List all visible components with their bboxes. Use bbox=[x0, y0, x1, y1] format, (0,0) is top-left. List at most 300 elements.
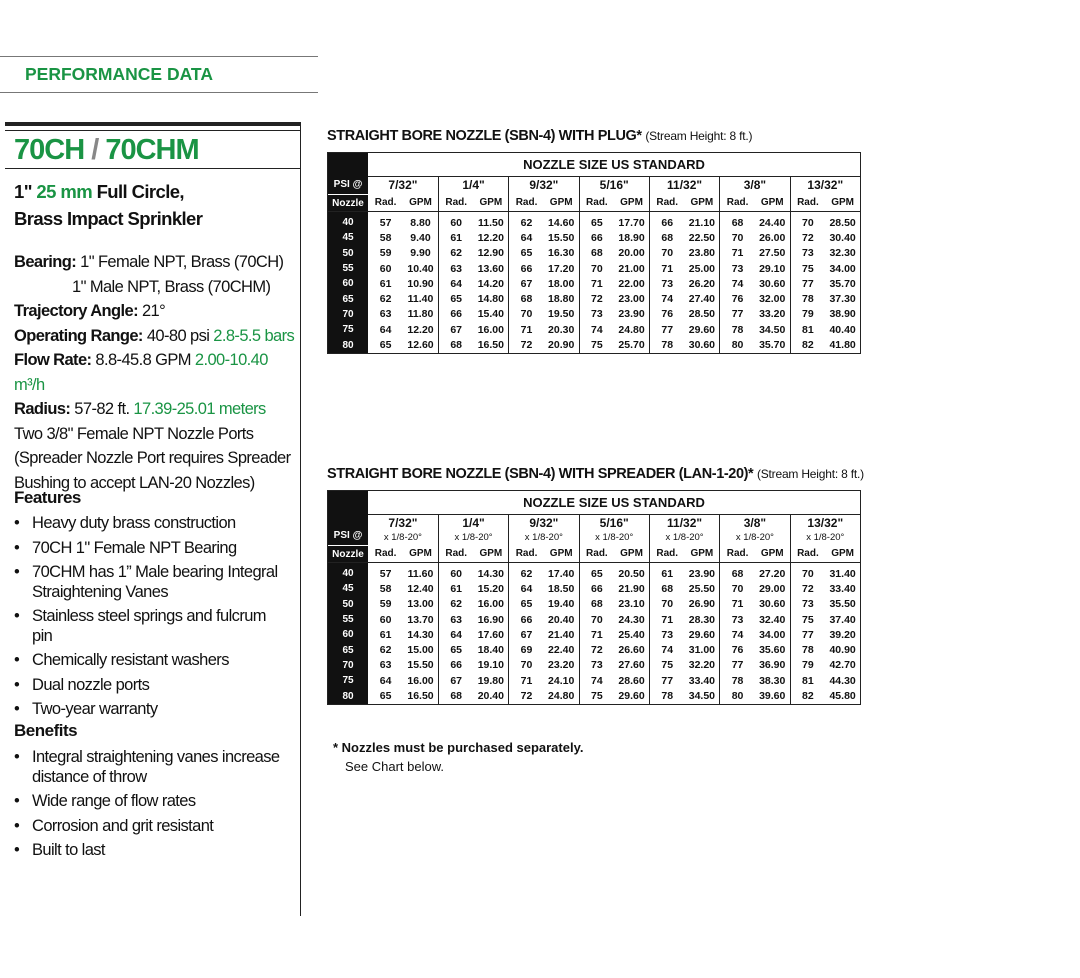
gpm-cell: 21.10 bbox=[688, 216, 716, 229]
nozzle-size-cell: 13/32" bbox=[790, 177, 860, 194]
radius-cell: 73 bbox=[579, 658, 614, 673]
spec-bearing: Bearing: 1" Female NPT, Brass (70CH) bbox=[14, 253, 284, 271]
table-row bbox=[328, 291, 861, 306]
gpm-cell: 25.00 bbox=[688, 262, 716, 275]
gpm-cell: 40.90 bbox=[829, 644, 856, 657]
gpm-cell: 36.90 bbox=[759, 659, 786, 672]
table-row bbox=[328, 261, 861, 276]
gpm-cell: 26.90 bbox=[688, 598, 716, 611]
radius-cell: 78 bbox=[720, 322, 755, 337]
gpm-cell: 37.30 bbox=[829, 293, 856, 306]
radius-cell: 73 bbox=[579, 307, 614, 322]
radius-cell: 63 bbox=[379, 308, 392, 321]
gpm-cell: 24.40 bbox=[759, 216, 786, 229]
gpm-cell: 16.50 bbox=[477, 339, 504, 352]
radius-cell: 62 bbox=[509, 563, 544, 582]
radius-cell: 80 bbox=[720, 688, 755, 704]
gpm-cell: 12.20 bbox=[477, 231, 504, 244]
radius-cell: 64 bbox=[379, 323, 392, 336]
radius-cell: 73 bbox=[790, 597, 825, 612]
footnote bbox=[333, 738, 583, 776]
gpm-cell: 28.60 bbox=[618, 674, 645, 687]
table-row bbox=[328, 230, 861, 245]
gpm-cell: 24.10 bbox=[548, 674, 575, 687]
gpm-cell: 18.40 bbox=[477, 644, 504, 657]
gpm-label: GPM bbox=[544, 544, 579, 563]
gpm-label: GPM bbox=[403, 193, 438, 212]
radius-cell: 60 bbox=[438, 563, 473, 582]
gpm-cell: 26.60 bbox=[618, 644, 645, 657]
list-item: • Dual nozzle ports bbox=[14, 676, 284, 696]
gpm-cell: 28.30 bbox=[688, 613, 716, 626]
radius-cell: 81 bbox=[790, 322, 825, 337]
gpm-cell: 12.60 bbox=[407, 339, 434, 352]
size-note-cell: x 1/8-20° bbox=[649, 531, 719, 544]
radius-cell: 64 bbox=[438, 276, 473, 291]
radius-cell: 77 bbox=[720, 307, 755, 322]
gpm-cell: 19.10 bbox=[477, 659, 504, 672]
gpm-cell: 28.50 bbox=[829, 216, 856, 229]
gpm-cell: 15.50 bbox=[548, 231, 575, 244]
radius-cell: 75 bbox=[649, 658, 684, 673]
spec-bearing-2: 1" Male NPT, Brass (70CHM) bbox=[72, 277, 271, 296]
spec-operating: Operating Range: 40-80 psi 2.8-5.5 bars bbox=[14, 326, 295, 345]
radius-cell: 57 bbox=[379, 567, 392, 580]
radius-cell: 74 bbox=[649, 642, 684, 657]
radius-cell: 74 bbox=[579, 322, 614, 337]
features-heading: Features bbox=[14, 488, 81, 507]
gpm-label: GPM bbox=[474, 544, 509, 563]
gpm-cell: 17.60 bbox=[477, 628, 504, 641]
radius-cell: 66 bbox=[579, 581, 614, 596]
nozzle-size-header: NOZZLE SIZE US STANDARD bbox=[368, 153, 861, 177]
gpm-cell: 17.70 bbox=[618, 216, 645, 229]
radius-cell: 78 bbox=[649, 688, 684, 704]
radius-cell: 68 bbox=[438, 688, 473, 704]
radius-cell: 79 bbox=[790, 307, 825, 322]
gpm-cell: 35.60 bbox=[759, 644, 786, 657]
gpm-cell: 17.40 bbox=[548, 567, 575, 580]
radius-cell: 66 bbox=[509, 261, 544, 276]
gpm-cell: 19.40 bbox=[548, 598, 575, 611]
radius-cell: 63 bbox=[438, 612, 473, 627]
rad-label: Rad. bbox=[579, 193, 614, 212]
nozzle-label: Nozzle bbox=[332, 549, 364, 560]
radius-cell: 73 bbox=[790, 246, 825, 261]
radius-cell: 60 bbox=[438, 212, 473, 231]
spec-trajectory: Trajectory Angle: 21° bbox=[14, 302, 166, 320]
nozzle-size-cell: 5/16" bbox=[579, 515, 649, 532]
gpm-cell: 12.20 bbox=[407, 323, 434, 336]
gpm-label: GPM bbox=[474, 193, 509, 212]
spec-flow: Flow Rate: 8.8-45.8 GPM 2.00-10.40 m³/h bbox=[14, 351, 268, 394]
radius-cell: 70 bbox=[790, 212, 825, 231]
psi-cell: 75 bbox=[328, 322, 369, 337]
radius-cell: 59 bbox=[379, 247, 392, 260]
radius-cell: 62 bbox=[379, 293, 392, 306]
radius-cell: 68 bbox=[579, 246, 614, 261]
size-note-cell: x 1/8-20° bbox=[720, 531, 790, 544]
gpm-cell: 23.10 bbox=[618, 598, 645, 611]
gpm-cell: 28.50 bbox=[688, 308, 716, 321]
list-item: • 70CHM has 1” Male bearing Integral Straightening Vanes bbox=[14, 563, 284, 602]
gpm-cell: 32.40 bbox=[759, 613, 786, 626]
gpm-label: GPM bbox=[825, 544, 860, 563]
size-mm: 25 mm bbox=[36, 181, 93, 202]
radius-cell: 71 bbox=[720, 597, 755, 612]
size-note-cell: x 1/8-20° bbox=[579, 531, 649, 544]
radius-cell: 71 bbox=[509, 673, 544, 688]
model-rule bbox=[5, 168, 300, 169]
psi-cell: 80 bbox=[328, 337, 369, 353]
rad-label: Rad. bbox=[509, 544, 544, 563]
radius-cell: 70 bbox=[509, 658, 544, 673]
radius-cell: 80 bbox=[720, 337, 755, 353]
radius-cell: 77 bbox=[790, 627, 825, 642]
panel-rule-thick bbox=[5, 122, 300, 126]
nozzle-size-cell: 5/16" bbox=[579, 177, 649, 194]
gpm-cell: 18.80 bbox=[548, 293, 575, 306]
radius-cell: 71 bbox=[649, 261, 684, 276]
product-model bbox=[14, 134, 199, 167]
gpm-cell: 32.30 bbox=[829, 247, 856, 260]
radius-cell: 72 bbox=[579, 291, 614, 306]
radius-cell: 70 bbox=[649, 246, 684, 261]
model-slash: / bbox=[91, 134, 99, 166]
radius-cell: 72 bbox=[579, 642, 614, 657]
nozzle-size-header: NOZZLE SIZE US STANDARD bbox=[368, 491, 861, 515]
radius-cell: 65 bbox=[579, 212, 614, 231]
gpm-cell: 38.90 bbox=[829, 308, 856, 321]
gpm-cell: 24.30 bbox=[618, 613, 645, 626]
nozzle-size-cell: 9/32" bbox=[509, 177, 579, 194]
gpm-label: GPM bbox=[825, 193, 860, 212]
gpm-cell: 14.80 bbox=[477, 293, 504, 306]
gpm-cell: 20.40 bbox=[477, 690, 504, 703]
rad-label: Rad. bbox=[649, 544, 684, 563]
gpm-cell: 19.80 bbox=[477, 674, 504, 687]
size-note-row bbox=[328, 531, 861, 544]
radius-cell: 77 bbox=[790, 276, 825, 291]
gpm-cell: 14.30 bbox=[477, 567, 504, 580]
gpm-cell: 39.60 bbox=[759, 690, 786, 703]
radius-cell: 78 bbox=[790, 642, 825, 657]
spec-radius: Radius: 57-82 ft. 17.39-25.01 meters bbox=[14, 400, 266, 418]
radius-cell: 65 bbox=[509, 246, 544, 261]
gpm-cell: 22.00 bbox=[618, 277, 645, 290]
radius-cell: 68 bbox=[649, 230, 684, 245]
gpm-cell: 29.60 bbox=[618, 690, 645, 703]
psi-cell: 65 bbox=[328, 291, 369, 306]
table-row bbox=[328, 212, 861, 231]
gpm-cell: 39.20 bbox=[829, 628, 856, 641]
nozzle-size-cell: 1/4" bbox=[438, 515, 508, 532]
rad-label: Rad. bbox=[579, 544, 614, 563]
gpm-cell: 20.40 bbox=[548, 613, 575, 626]
gpm-cell: 34.50 bbox=[688, 690, 716, 703]
gpm-cell: 32.00 bbox=[759, 293, 786, 306]
radius-cell: 61 bbox=[379, 628, 392, 641]
panel-rule-thin bbox=[5, 130, 300, 131]
gpm-cell: 26.20 bbox=[688, 277, 716, 290]
psi-header-cell bbox=[328, 153, 369, 212]
gpm-cell: 22.40 bbox=[548, 644, 575, 657]
radius-cell: 59 bbox=[379, 598, 392, 611]
psi-cell: 45 bbox=[328, 230, 369, 245]
radius-cell: 71 bbox=[509, 322, 544, 337]
gpm-cell: 16.30 bbox=[548, 247, 575, 260]
size-note-cell: x 1/8-20° bbox=[438, 531, 508, 544]
radius-cell: 65 bbox=[379, 690, 392, 703]
radius-cell: 66 bbox=[579, 230, 614, 245]
nozzle-label: Nozzle bbox=[332, 198, 364, 209]
gpm-cell: 11.40 bbox=[407, 293, 434, 306]
radius-cell: 68 bbox=[649, 581, 684, 596]
radius-cell: 68 bbox=[720, 563, 755, 582]
gpm-label: GPM bbox=[544, 193, 579, 212]
product-panel bbox=[5, 122, 301, 916]
table-row bbox=[328, 597, 861, 612]
rad-label: Rad. bbox=[720, 193, 755, 212]
gpm-cell: 26.00 bbox=[759, 231, 786, 244]
rad-label: Rad. bbox=[438, 544, 473, 563]
header-rule-top bbox=[0, 56, 318, 57]
gpm-cell: 21.40 bbox=[548, 628, 575, 641]
psi-cell: 55 bbox=[328, 261, 369, 276]
gpm-cell: 13.00 bbox=[407, 598, 434, 611]
size-note-cell: x 1/8-20° bbox=[790, 531, 860, 544]
radius-cell: 78 bbox=[720, 673, 755, 688]
table-row bbox=[328, 337, 861, 353]
size-note-cell: x 1/8-20° bbox=[383, 532, 422, 543]
table-row bbox=[328, 673, 861, 688]
psi-label: PSI @ bbox=[328, 530, 368, 546]
radius-cell: 64 bbox=[509, 581, 544, 596]
gpm-cell: 15.40 bbox=[477, 308, 504, 321]
rad-label: Rad. bbox=[509, 193, 544, 212]
gpm-cell: 25.50 bbox=[688, 582, 716, 595]
radius-cell: 65 bbox=[509, 597, 544, 612]
psi-header-cell bbox=[328, 491, 369, 563]
gpm-cell: 23.90 bbox=[688, 567, 716, 580]
gpm-cell: 45.80 bbox=[829, 690, 856, 703]
radius-cell: 58 bbox=[379, 582, 392, 595]
gpm-cell: 21.90 bbox=[618, 582, 645, 595]
gpm-cell: 33.20 bbox=[759, 308, 786, 321]
radius-cell: 57 bbox=[379, 216, 392, 229]
radius-cell: 70 bbox=[579, 261, 614, 276]
radius-cell: 70 bbox=[720, 581, 755, 596]
gpm-cell: 16.00 bbox=[477, 598, 504, 611]
gpm-cell: 29.60 bbox=[688, 628, 716, 641]
rad-label: Rad. bbox=[790, 544, 825, 563]
nozzle-size-cell: 13/32" bbox=[790, 515, 860, 532]
gpm-cell: 24.80 bbox=[618, 323, 645, 336]
gpm-cell: 32.20 bbox=[688, 659, 716, 672]
rad-label: Rad. bbox=[438, 193, 473, 212]
radius-cell: 73 bbox=[720, 612, 755, 627]
radius-cell: 72 bbox=[790, 230, 825, 245]
radius-cell: 71 bbox=[649, 612, 684, 627]
gpm-cell: 18.90 bbox=[618, 231, 645, 244]
gpm-cell: 10.90 bbox=[407, 277, 434, 290]
gpm-cell: 38.30 bbox=[759, 674, 786, 687]
table-row bbox=[328, 276, 861, 291]
gpm-label: GPM bbox=[685, 544, 720, 563]
nozzle-size-cell: 7/32" bbox=[388, 178, 418, 192]
gpm-cell: 14.30 bbox=[407, 628, 434, 641]
spec-list bbox=[14, 250, 300, 495]
gpm-cell: 20.90 bbox=[548, 339, 575, 352]
radius-cell: 75 bbox=[579, 688, 614, 704]
table-row bbox=[328, 246, 861, 261]
nozzle-size-cell: 1/4" bbox=[438, 177, 508, 194]
benefits-list bbox=[14, 748, 284, 866]
rad-label: Rad. bbox=[649, 193, 684, 212]
table-row bbox=[328, 612, 861, 627]
performance-table-spreader bbox=[327, 490, 861, 705]
radius-cell: 62 bbox=[509, 212, 544, 231]
psi-cell: 50 bbox=[328, 597, 369, 612]
radius-cell: 76 bbox=[649, 307, 684, 322]
radius-cell: 78 bbox=[790, 291, 825, 306]
radius-cell: 65 bbox=[438, 642, 473, 657]
list-item: • Stainless steel springs and fulcrum pin bbox=[14, 607, 284, 646]
radius-cell: 75 bbox=[790, 612, 825, 627]
subtitle-line2: Brass Impact Sprinkler bbox=[14, 208, 203, 229]
gpm-cell: 14.20 bbox=[477, 277, 504, 290]
gpm-cell: 27.60 bbox=[618, 659, 645, 672]
list-item: • Chemically resistant washers bbox=[14, 651, 284, 671]
nozzle-size-cell: 11/32" bbox=[649, 515, 719, 532]
psi-cell: 70 bbox=[328, 307, 369, 322]
model-b: 70CHM bbox=[105, 134, 199, 166]
spec-ports-1: Two 3/8" Female NPT Nozzle Ports bbox=[14, 424, 254, 443]
radius-cell: 58 bbox=[379, 231, 392, 244]
radius-cell: 74 bbox=[649, 291, 684, 306]
gpm-label: GPM bbox=[614, 544, 649, 563]
radius-cell: 65 bbox=[438, 291, 473, 306]
radius-cell: 74 bbox=[720, 627, 755, 642]
gpm-label: GPM bbox=[755, 544, 790, 563]
radius-cell: 68 bbox=[720, 212, 755, 231]
gpm-cell: 16.00 bbox=[407, 674, 434, 687]
gpm-cell: 42.70 bbox=[829, 659, 856, 672]
footnote-line1: * Nozzles must be purchased separately. bbox=[333, 740, 584, 755]
gpm-label: GPM bbox=[614, 193, 649, 212]
gpm-cell: 35.50 bbox=[829, 598, 856, 611]
radius-cell: 79 bbox=[790, 658, 825, 673]
table-row bbox=[328, 688, 861, 704]
rad-label: Rad. bbox=[368, 544, 403, 563]
nozzle-size-cell: 3/8" bbox=[720, 515, 790, 532]
size-row bbox=[328, 515, 861, 532]
radius-cell: 74 bbox=[720, 276, 755, 291]
header-rule-bottom bbox=[0, 92, 318, 93]
radius-cell: 65 bbox=[379, 339, 392, 352]
psi-label: PSI @ bbox=[328, 179, 368, 195]
column-label-row bbox=[328, 544, 861, 563]
radius-cell: 67 bbox=[509, 627, 544, 642]
gpm-label: GPM bbox=[403, 544, 438, 563]
radius-cell: 62 bbox=[438, 246, 473, 261]
psi-cell: 80 bbox=[328, 688, 369, 704]
gpm-cell: 30.40 bbox=[829, 231, 856, 244]
gpm-cell: 40.40 bbox=[829, 323, 856, 336]
size-inch: 1" bbox=[14, 181, 32, 202]
gpm-cell: 16.50 bbox=[407, 690, 434, 703]
psi-cell: 45 bbox=[328, 581, 369, 596]
nozzle-header-row bbox=[328, 491, 861, 515]
gpm-cell: 23.00 bbox=[618, 293, 645, 306]
radius-cell: 63 bbox=[379, 659, 392, 672]
psi-cell: 70 bbox=[328, 658, 369, 673]
radius-cell: 63 bbox=[438, 261, 473, 276]
list-item: • Two-year warranty bbox=[14, 700, 284, 720]
gpm-cell: 13.60 bbox=[477, 262, 504, 275]
table-row bbox=[328, 563, 861, 582]
psi-cell: 40 bbox=[328, 563, 369, 582]
table-row bbox=[328, 581, 861, 596]
gpm-cell: 44.30 bbox=[829, 674, 856, 687]
list-item: • Wide range of flow rates bbox=[14, 792, 284, 812]
gpm-cell: 41.80 bbox=[829, 339, 856, 352]
size-note-cell: x 1/8-20° bbox=[509, 531, 579, 544]
radius-cell: 74 bbox=[579, 673, 614, 688]
psi-cell: 50 bbox=[328, 246, 369, 261]
gpm-cell: 25.40 bbox=[618, 628, 645, 641]
gpm-cell: 12.90 bbox=[477, 247, 504, 260]
list-item: • Built to last bbox=[14, 841, 284, 861]
radius-cell: 77 bbox=[649, 673, 684, 688]
radius-cell: 70 bbox=[579, 612, 614, 627]
nozzle-size-cell: 3/8" bbox=[720, 177, 790, 194]
gpm-cell: 19.50 bbox=[548, 308, 575, 321]
radius-cell: 78 bbox=[649, 337, 684, 353]
table-row bbox=[328, 658, 861, 673]
gpm-cell: 29.60 bbox=[688, 323, 716, 336]
nozzle-size-cell: 7/32" bbox=[388, 516, 418, 530]
radius-cell: 60 bbox=[379, 262, 392, 275]
gpm-cell: 37.40 bbox=[829, 613, 856, 626]
gpm-cell: 12.40 bbox=[407, 582, 434, 595]
gpm-cell: 29.00 bbox=[759, 582, 786, 595]
spec-ports-2: (Spreader Nozzle Port requires Spreader bbox=[14, 449, 291, 467]
radius-cell: 66 bbox=[438, 658, 473, 673]
gpm-cell: 23.90 bbox=[618, 308, 645, 321]
radius-cell: 65 bbox=[579, 563, 614, 582]
radius-cell: 70 bbox=[720, 230, 755, 245]
radius-cell: 66 bbox=[438, 307, 473, 322]
performance-table-plug bbox=[327, 152, 861, 354]
radius-cell: 68 bbox=[509, 291, 544, 306]
gpm-cell: 20.50 bbox=[618, 567, 645, 580]
psi-cell: 60 bbox=[328, 627, 369, 642]
radius-cell: 68 bbox=[438, 337, 473, 353]
radius-cell: 73 bbox=[649, 627, 684, 642]
psi-cell: 55 bbox=[328, 612, 369, 627]
rad-label: Rad. bbox=[720, 544, 755, 563]
table-1-title: STRAIGHT BORE NOZZLE (SBN-4) WITH PLUG* (Stream Height: 8 ft.) bbox=[327, 128, 753, 144]
gpm-cell: 31.40 bbox=[829, 567, 856, 580]
gpm-cell: 11.80 bbox=[407, 308, 434, 321]
psi-cell: 75 bbox=[328, 673, 369, 688]
gpm-cell: 16.90 bbox=[477, 613, 504, 626]
gpm-label: GPM bbox=[685, 193, 720, 212]
radius-cell: 71 bbox=[579, 276, 614, 291]
gpm-cell: 34.00 bbox=[829, 262, 856, 275]
radius-cell: 64 bbox=[509, 230, 544, 245]
